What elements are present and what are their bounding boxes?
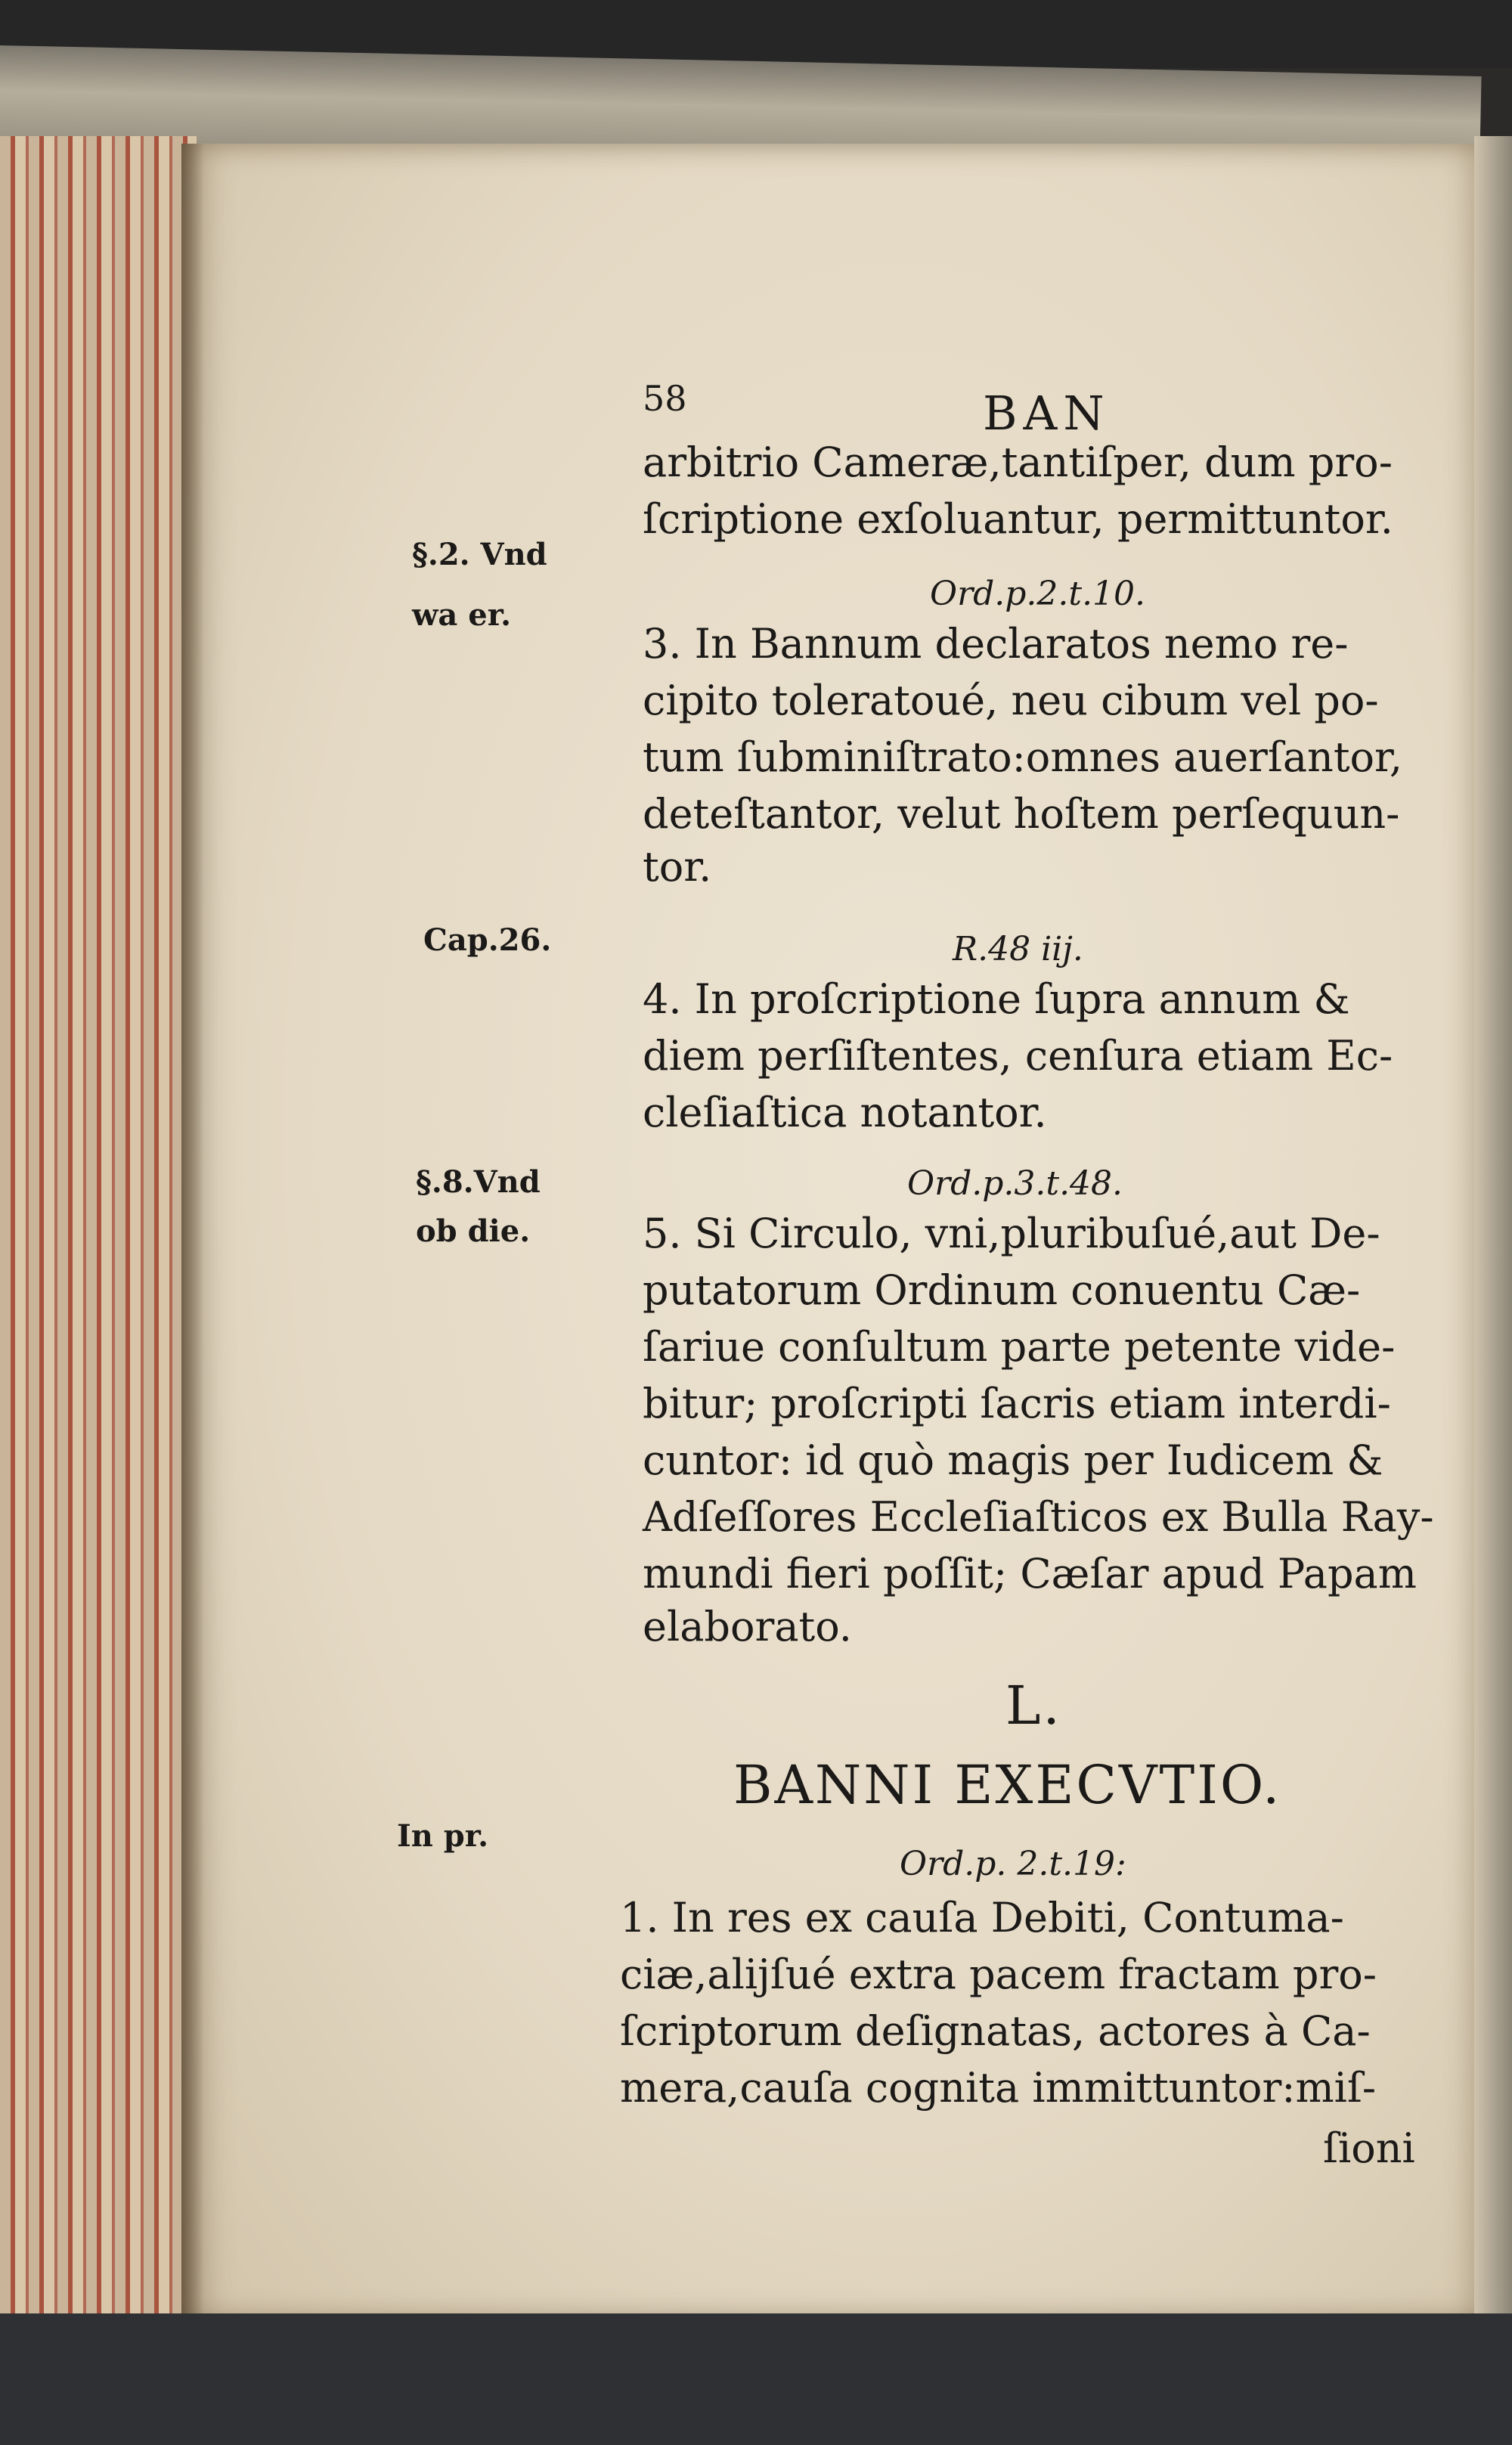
margin-note-1a: §.2. Vnd [412, 537, 547, 572]
spine-shadow [181, 144, 204, 2321]
body-line: 3. In Bannum declaratos nemo re- [643, 620, 1349, 668]
body-line: diem perſiſtentes, cenſura etiam Ec- [643, 1032, 1393, 1080]
citation: Ord.p.2.t.10. [930, 575, 1146, 613]
body-line: cipito toleratoué, neu cibum vel po- [643, 677, 1379, 724]
margin-note-2: Cap.26. [423, 922, 552, 958]
margin-note-1b: wa er. [412, 597, 512, 633]
body-line: bitur; proſcripti ſacris etiam interdi- [643, 1380, 1391, 1427]
body-line: 4. In proſcriptione ſupra annum & [643, 975, 1350, 1023]
body-line: 1. In res ex cauſa Debiti, Contuma- [620, 1894, 1344, 1941]
section-title: BANNI EXECVTIO. [733, 1754, 1282, 1816]
margin-note-4: In pr. [397, 1818, 489, 1854]
body-line: cleſiaſtica notantor. [643, 1089, 1047, 1136]
body-line: arbitrio Cameræ,tantiſper, dum pro- [643, 438, 1393, 486]
body-line: ciæ,alijſué extra pacem fractam pro- [620, 1951, 1377, 1998]
citation: Ord.p.3.t.48. [907, 1164, 1123, 1203]
body-line: mundi fieri poſſit; Cæſar apud Papam [643, 1550, 1417, 1597]
section-number: L. [1005, 1675, 1062, 1737]
body-line: ſcriptione exſoluantur, permittuntor. [643, 495, 1393, 543]
citation: R.48 iij. [953, 930, 1083, 968]
body-line: deteſtantor, velut hoſtem perſequun- [643, 790, 1400, 838]
page-stack-edge [0, 136, 197, 2313]
margin-note-3a: §.8.Vnd [416, 1164, 541, 1200]
page-right-edge [1474, 136, 1512, 2329]
body-line: ſariue conſultum parte petente vide- [643, 1323, 1396, 1371]
catchword: ſioni [1323, 2124, 1415, 2172]
page-number: 58 [643, 378, 687, 419]
body-line: Adſeſſores Eccleſiaſticos ex Bulla Ray- [643, 1493, 1434, 1541]
body-line: putatorum Ordinum conuentu Cæ- [643, 1266, 1361, 1314]
running-head: BAN [983, 386, 1111, 441]
body-line: tum ſubminiſtrato:omnes auerſantor, [643, 733, 1403, 781]
body-line: tor. [643, 843, 712, 891]
body-line: ſcriptorum deſignatas, actores à Ca- [620, 2007, 1371, 2055]
body-line: elaborato. [643, 1603, 852, 1650]
body-line: 5. Si Circulo, vni,pluribuſué,aut De- [643, 1210, 1380, 1257]
margin-note-3b: ob die. [416, 1213, 531, 1249]
citation: Ord.p. 2.t.19: [900, 1845, 1126, 1883]
photo-background-bottom [0, 2313, 1512, 2445]
body-line: cuntor: id quò magis per Iudicem & [643, 1436, 1383, 1484]
body-line: mera,cauſa cognita immittuntor:miſ- [620, 2064, 1377, 2112]
